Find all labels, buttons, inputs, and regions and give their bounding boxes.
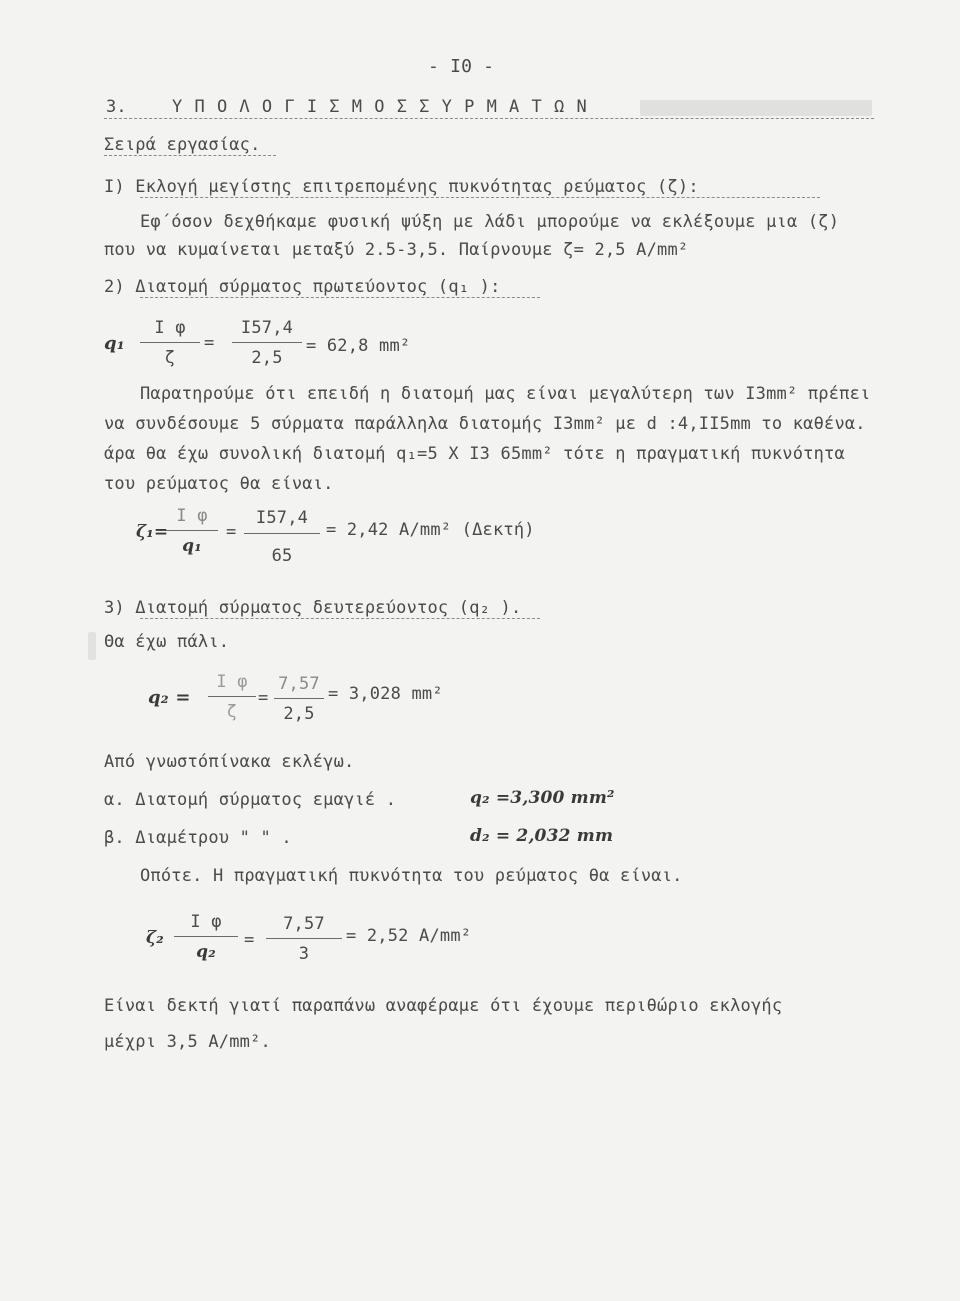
eq4-den1: q₂ (196, 942, 216, 962)
step2-para1: Παρατηρούμε ότι επειδή η διατομή μας είναι μεγαλύτερη των Ι3mm² πρέπει (140, 384, 871, 404)
step3-underline (140, 618, 540, 619)
eq1-den2: 2,5 (251, 348, 283, 368)
eq1-equals: = (204, 333, 215, 353)
section-title: Υ Π Ο Λ Ο Γ Ι Σ Μ Ο Σ Σ Υ Ρ Μ Α Τ Ω Ν (172, 97, 588, 117)
margin-mark (88, 632, 96, 660)
eq2-den2: 65 (271, 546, 293, 566)
eq2-lhs: ζ₁= (136, 522, 169, 542)
eq3-lhs: q₂ = (148, 687, 191, 708)
step2-para4: του ρεύματος θα είναι. (104, 474, 334, 494)
eq4-bar1 (174, 936, 238, 937)
eq4-lhs: ζ₂ (146, 928, 164, 948)
step3-then: Οπότε. Η πραγματική πυκνότητα του ρεύματος θα είναι. (140, 866, 683, 886)
faded-smudge (640, 100, 872, 116)
eq3-den2: 2,5 (283, 704, 315, 724)
step1-line2: που να κυμαίνεται μεταξύ 2.5-3,5. Παίρνουμε ζ= 2,5 Α/mm² (104, 240, 689, 260)
work-order-underline (104, 155, 276, 156)
eq4-bar2 (266, 938, 342, 939)
section-number: 3. (106, 97, 127, 117)
eq1-bar2 (232, 342, 302, 343)
eq1-result: = 62,8 mm² (306, 336, 411, 356)
eq2-bar1 (166, 530, 218, 531)
item-a-label: α. Διατομή σύρματος εμαγιέ . (104, 790, 397, 810)
step1-line1: Εφ΄όσον δεχθήκαμε φυσική ψύξη με λάδι μπορούμε να εκλέξουμε μια (ζ) (140, 212, 840, 232)
step1-underline (140, 197, 820, 198)
table-intro: Από γνωστόπίνακα εκλέγω. (104, 752, 355, 772)
step2-para3: άρα θα έχω συνολική διατομή q₁=5 Χ Ι3 65mm² τότε η πραγματική πυκνότητα (104, 444, 845, 464)
step1-label: Ι) Εκλογή μεγίστης επιτρεπομένης πυκνότητας ρεύματος (ζ): (104, 177, 699, 197)
step2-para2: να συνδέσουμε 5 σύρματα παράλληλα διατομής Ι3mm² με d :4,ΙΙ5mm το καθένα. (104, 414, 866, 434)
eq2-result: = 2,42 Α/mm² (Δεκτή) (326, 520, 535, 540)
eq3-num2: 7,57 (278, 674, 320, 694)
eq4-equals: = (244, 930, 255, 950)
eq3-num1: Ι φ (216, 672, 248, 692)
eq4-num2: 7,57 (283, 914, 325, 934)
eq3-bar2 (274, 698, 324, 699)
work-order-heading: Σειρά εργασίας. (104, 135, 261, 155)
item-b-value: d₂ = 2,032 mm (470, 826, 614, 846)
eq2-bar2 (244, 533, 320, 534)
step3-intro: Θα έχω πάλι. (104, 632, 230, 652)
eq3-result: = 3,028 mm² (328, 684, 443, 704)
step2-label: 2) Διατομή σύρματος πρωτεύοντος (q₁ ): (104, 277, 501, 297)
page-number: - Ι0 - (428, 56, 495, 77)
eq1-num1: Ι φ (154, 318, 186, 338)
conclusion-line2: μέχρι 3,5 Α/mm². (104, 1032, 271, 1052)
eq3-bar1 (208, 696, 256, 697)
eq2-num1: Ι φ (176, 506, 208, 526)
eq4-den2: 3 (298, 944, 310, 964)
eq2-den1: q₁ (182, 536, 202, 556)
eq2-equals: = (226, 522, 237, 542)
eq4-num1: Ι φ (190, 912, 222, 932)
step3-label: 3) Διατομή σύρματος δευτερεύοντος (q₂ ). (104, 598, 522, 618)
eq4-result: = 2,52 Α/mm² (346, 926, 472, 946)
item-b-label: β. Διαμέτρου " " . (104, 828, 292, 848)
title-underline (104, 118, 874, 119)
eq3-equals: = (258, 688, 269, 708)
eq1-bar1 (140, 342, 200, 343)
eq2-num2: Ι57,4 (255, 508, 309, 528)
conclusion-line1: Είναι δεκτή γιατί παραπάνω αναφέραμε ότι έχουμε περιθώριο εκλογής (104, 996, 783, 1016)
step2-underline (140, 297, 540, 298)
eq1-num2: Ι57,4 (240, 318, 294, 338)
eq3-den1: ζ (226, 702, 238, 722)
eq1-lhs: q₁ (104, 333, 125, 354)
eq1-den1: ζ (164, 348, 176, 368)
item-a-value: q₂ =3,300 mm² (470, 788, 615, 808)
